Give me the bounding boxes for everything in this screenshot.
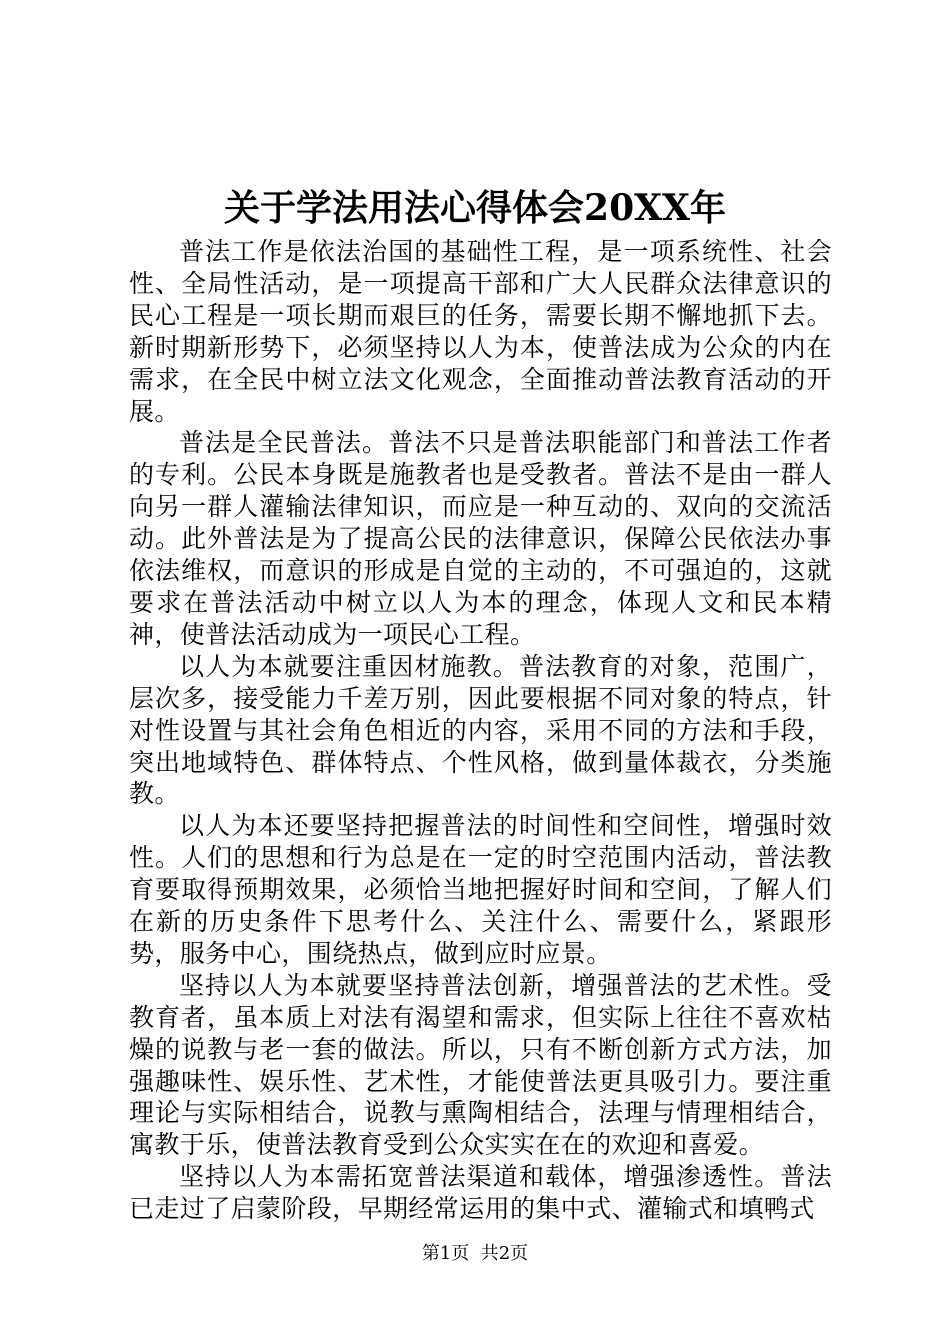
document-body [129,236,832,1225]
document-title: 关于学法用法心得体会20XX年 [224,187,726,229]
page-total: 共2页 [480,1243,529,1264]
paragraph-6: 坚持以人为本需拓宽普法渠道和载体，增强渗透性。普法已走过了启蒙阶段，早期经常运用的集中式、灌输式和填鸭式 [129,1162,832,1224]
paragraph-5: 坚持以人为本就要坚持普法创新，增强普法的艺术性。受教育者，虽本质上对法有渴望和需求，但实际上往往不喜欢枯燥的说教与老一套的做法。所以，只有不断创新方式方法，加强趣味性、娱乐性、艺术性，才能使普法更具吸引力。要注重理论与实际相结合，说教与熏陶相结合，法理与情理相结合，寓教于乐，使普法教育受到公众实实在在的欢迎和喜爱。 [129,970,832,1160]
paragraph-3: 以人为本就要注重因材施教。普法教育的对象，范围广，层次多，接受能力千差万别，因此要根据不同对象的特点，针对性设置与其社会角色相近的内容，采用不同的方法和手段，突出地域特色、群体特点、个性风格，做到量体裁衣，分类施教。 [129,651,832,809]
paragraph-4: 以人为本还要坚持把握普法的时间性和空间性，增强时效性。人们的思想和行为总是在一定的时空范围内活动，普法教育要取得预期效果，必须恰当地把握好时间和空间，了解人们在新的历史条件下思考什么、关注什么、需要什么，紧跟形势，服务中心，围绕热点，做到应时应景。 [129,811,832,968]
page-footer [0,1242,950,1266]
paragraph-1: 普法工作是依法治国的基础性工程，是一项系统性、社会性、全局性活动，是一项提高干部和广大人民群众法律意识的民心工程是一项长期而艰巨的任务，需要长期不懈地抓下去。新时期新形势下，必须坚持以人为本，使普法成为公众的内在需求，在全民中树立法文化观念，全面推动普法教育活动的开展。 [129,237,832,426]
footer-separator [469,1243,480,1264]
page-number: 第1页 [421,1243,470,1264]
paragraph-2: 普法是全民普法。普法不只是普法职能部门和普法工作者的专利。公民本身既是施教者也是受教者。普法不是由一群人向另一群人灌输法律知识，而应是一种互动的、双向的交流活动。此外普法是为了提高公民的法律意识，保障公民依法办事依法维权，而意识的形成是自觉的主动的，不可强迫的，这就要求在普法活动中树立以人为本的理念，体现人文和民本精神，使普法活动成为一项民心工程。 [129,428,832,649]
